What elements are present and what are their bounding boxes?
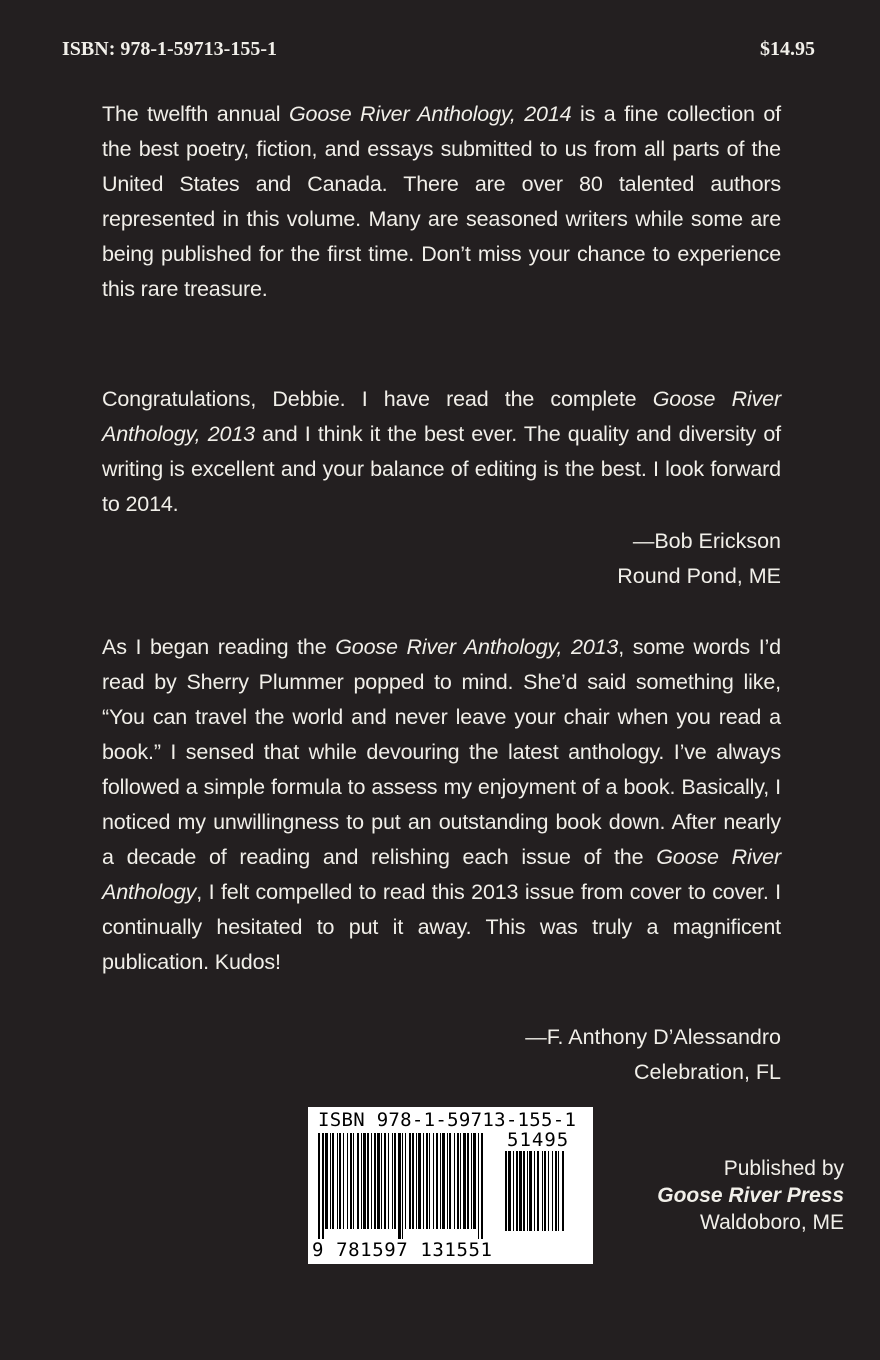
book-title: Goose River Anthology, 2014 [288,102,572,126]
barcode-digits: 9 781597 131551 [312,1239,493,1261]
barcode-isbn: ISBN 978-1-59713-155-1 [318,1109,577,1131]
description-paragraph [102,97,781,307]
attribution-name: —Bob Erickson [632,529,781,553]
text-segment: , I felt compelled to read this 2013 issue from cover to cover. I continually hesitated to put it away. This was truly a magnificent publication. Kudos! [102,880,781,974]
attribution-name: —F. Anthony D’Alessandro [525,1025,781,1049]
attribution-place: Round Pond, ME [617,564,781,588]
published-by-label: Published by [723,1157,844,1180]
book-title: Goose River Anthology, 2013 [335,635,619,659]
isbn-text: ISBN: 978-1-59713-155-1 [62,38,277,60]
attribution-2 [525,1020,781,1090]
testimonial-paragraph-2 [102,630,781,980]
book-title: Goose River Anthology, 2013 [102,387,781,446]
barcode-bars-icon [318,1133,498,1241]
barcode-price-code: 51495 [507,1129,570,1151]
text-segment: and I think it the best ever. The quality and diversity of writing is excellent and your balance of editing is the best. I look forward to 2014. [102,422,781,516]
text-segment: As I began reading the [102,635,336,659]
text-segment: Congratulations, Debbie. I have read the complete [102,387,653,411]
publisher-location: Waldoboro, ME [700,1211,844,1234]
testimonial-paragraph-1 [102,382,781,522]
text-segment: is a fine collection of the best poetry, fiction, and essays submitted to us from all parts of the United States and Canada. There are over 80 talented authors represented in this volume. Many are seasoned writers while some are being published for the first time. Don’t miss your chance to experience this rare treasure. [102,102,781,301]
barcode [308,1107,593,1264]
publisher-name: Goose River Press [657,1184,844,1207]
attribution-1 [617,524,781,594]
price-text: $14.95 [760,38,815,60]
text-segment: The twelfth annual [102,102,289,126]
book-title: Goose River Anthology [102,845,781,904]
publisher-block [657,1155,844,1236]
barcode-addon-bars-icon [505,1151,585,1241]
text-segment: , some words I’d read by Sherry Plummer popped to mind. She’d said something like, “You can travel the world and never leave your chair when you read a book.” I sensed that while devouring the latest anthology. I’ve always followed a simple formula to assess my enjoyment of a book. Basically, I noticed my unwillingness to put an outstanding book down. After nearly a decade of reading and relishing each issue of the [102,635,781,869]
attribution-place: Celebration, FL [634,1060,781,1084]
